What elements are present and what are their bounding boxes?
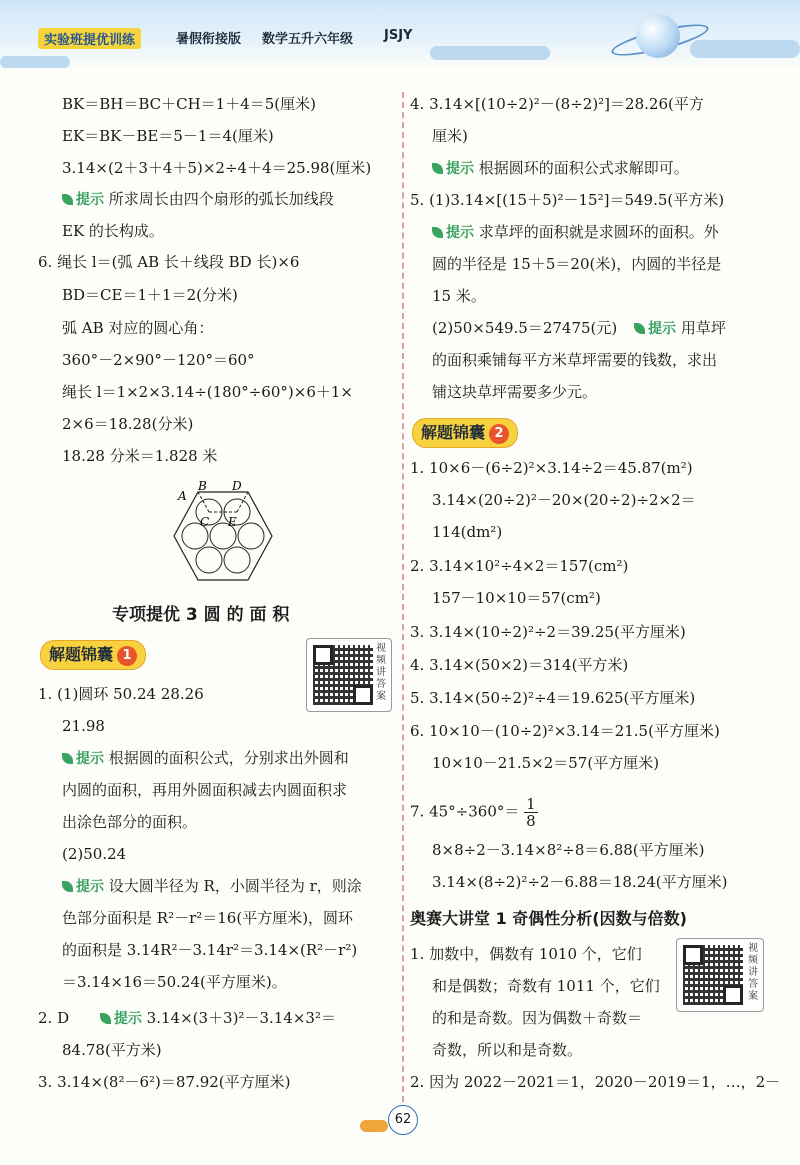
submarine-icon [360,1120,388,1132]
answer-line: 2. 3.14×10²÷4×2＝157(cm²) [410,557,629,575]
answer-line: BK＝BH＝BC＋CH＝1＋4＝5(厘米) [62,95,317,113]
answer-line: 2×6＝18.28(分米) [62,415,194,433]
leaf-icon [634,323,645,334]
hint-text: 出涂色部分的面积。 [62,813,198,831]
answer-line: 84.78(平方米) [62,1041,162,1059]
hint-text: 内圆的面积，再用外圆面积减去内圆面积求 [62,781,348,799]
cloud-decoration [0,56,70,68]
answer-line: 5. 3.14×(50÷2)²÷4＝19.625(平方厘米) [410,689,696,707]
answer-line: EK＝BK－BE＝5－1＝4(厘米) [62,127,274,145]
answer-line: 3.14×(8÷2)²÷2－6.88＝18.24(平方厘米) [432,873,728,891]
grade-label: 数学五升六年级 [262,32,354,47]
answer-line: 114(dm²) [432,523,503,541]
olympiad-title: 奥赛大讲堂 1 奇偶性分析(因数与倍数) [410,909,687,928]
hint-text: 15 米。 [432,287,486,305]
leaf-icon [100,1013,111,1024]
qr-caption: 视频讲答案 [376,643,386,702]
figure-label: E [228,515,237,529]
hint-label: 提示 [100,1011,142,1027]
answer-line: 1. 10×6－(6÷2)²×3.14÷2＝45.87(m²) [410,459,693,477]
answer-line: 厘米) [432,127,468,145]
hint-text: EK 的长构成。 [62,222,164,240]
answer-line: 1. (1)圆环 50.24 28.26 [38,685,204,703]
leaf-icon [62,881,73,892]
hint-text: 设大圆半径为 R，小圆半径为 r，则涂 [108,877,362,895]
hint-text: 根据圆的面积公式，分别求出外圆和 [108,749,349,767]
answer-line: 8×8÷2－3.14×8²÷8＝6.88(平方厘米) [432,841,705,859]
tip-badge: 解题锦囊 1 [40,640,146,670]
hint-text: 色部分面积是 R²－r²＝16(平方厘米)，圆环 [62,909,354,927]
answer-line: 4. 3.14×(50×2)＝314(平方米) [410,656,629,674]
answer-line: 10×10－21.5×2＝57(平方厘米) [432,754,660,772]
hint-label: 提示 [62,192,104,208]
answer-line: 360°－2×90°－120°＝60° [62,351,255,369]
hint-text: 的面积乘铺每平方米草坪需要的钱数，求出 [432,351,718,369]
hint-text: 圆的半径是 15＋5＝20(米)，内圆的半径是 [432,255,722,273]
answer-line: 绳长 l＝1×2×3.14÷(180°÷60°)×6＋1× [62,383,353,401]
qr-caption: 视频讲答案 [748,943,758,1002]
code-label: JSJY [384,28,413,43]
answer-line: 3. 3.14×(8²－6²)＝87.92(平方厘米) [38,1073,291,1091]
hint-text: 所求周长由四个扇形的弧长加线段 [108,190,334,208]
cloud-decoration [430,46,550,60]
hint-text: 的面积是 3.14R²－3.14r²＝3.14×(R²－r²) [62,941,358,959]
hint-text: 用草坪 [680,319,726,337]
answer-line: 3.14×(20÷2)²－20×(20÷2)÷2×2＝ [432,491,696,509]
answer-line: 3.14×(2＋3＋4＋5)×2÷4＋4＝25.98(厘米) [62,159,372,177]
answer-line: 7. 45°÷360°＝ [410,802,520,821]
leaf-icon [432,163,443,174]
qr-code-icon [683,945,743,1005]
cloud-decoration [690,40,800,58]
tip-badge: 解题锦囊 2 [412,418,518,448]
answer-line: 5. (1)3.14×[(15＋5)²－15²]＝549.5(平方米) [410,191,725,209]
answer-line: 18.28 分米＝1.828 米 [62,447,218,465]
hexagon-circles-figure [168,478,278,590]
column-divider [402,92,404,1112]
answer-line: 1. 加数中，偶数有 1010 个，它们 [410,945,642,963]
answer-line: BD＝CE＝1＋1＝2(分米) [62,286,238,304]
answer-line: 2. D [38,1009,70,1027]
answer-line: 弧 AB 对应的圆心角： [62,319,214,337]
answer-line: 3. 3.14×(10÷2)²÷2＝39.25(平方厘米) [410,623,686,641]
leaf-icon [62,753,73,764]
video-qr-code[interactable] [676,938,764,1012]
fraction: $\frac{1}{8}$ [526,795,536,830]
hint-text: 3.14×(3＋3)²－3.14×3²＝ [146,1009,336,1027]
hint-label: 提示 [62,751,104,767]
hint-label: 提示 [432,161,474,177]
answer-line: (2)50×549.5＝27475(元) [432,319,618,337]
brand-label: 实验班提优训练 [38,28,141,49]
answer-line: 6. 10×10－(10÷2)²×3.14＝21.5(平方厘米) [410,722,720,740]
hint-text: ＝3.14×16＝50.24(平方厘米)。 [62,973,287,991]
answer-line: 和是偶数；奇数有 1011 个，它们 [432,977,660,995]
answer-line: 2. 因为 2022－2021＝1，2020－2019＝1，…，2－ [410,1073,781,1091]
figure-label: B [198,479,207,493]
hint-text: 根据圆环的面积公式求解即可。 [478,159,689,177]
hint-label: 提示 [634,321,676,337]
leaf-icon [62,194,73,205]
qr-code-icon [313,645,373,705]
hint-text: 求草坪的面积就是求圆环的面积。外 [478,223,719,241]
answer-line: 的和是奇数。因为偶数＋奇数＝ [432,1009,643,1027]
answer-line: 6. 绳长 l＝(弧 AB 长＋线段 BD 长)×6 [38,253,300,271]
hint-label: 提示 [62,879,104,895]
hint-label: 提示 [432,225,474,241]
answer-line: (2)50.24 [62,845,127,863]
answer-line: 157－10×10＝57(cm²) [432,589,601,607]
edition-label: 暑假衔接版 [176,32,242,47]
hint-text: 铺这块草坪需要多少元。 [432,383,598,401]
figure-label: D [232,479,242,493]
leaf-icon [432,227,443,238]
answer-line: 4. 3.14×[(10÷2)²－(8÷2)²]＝28.26(平方 [410,95,704,113]
answer-line: 奇数，所以和是奇数。 [432,1041,583,1059]
figure-label: A [178,489,187,503]
topic-title: 专项提优 3 圆 的 面 积 [112,605,290,625]
figure-label: C [200,515,210,529]
answer-line: 21.98 [62,717,105,735]
planet-icon [636,14,680,58]
page-number: 62 [388,1105,418,1135]
video-qr-code[interactable] [306,638,392,712]
